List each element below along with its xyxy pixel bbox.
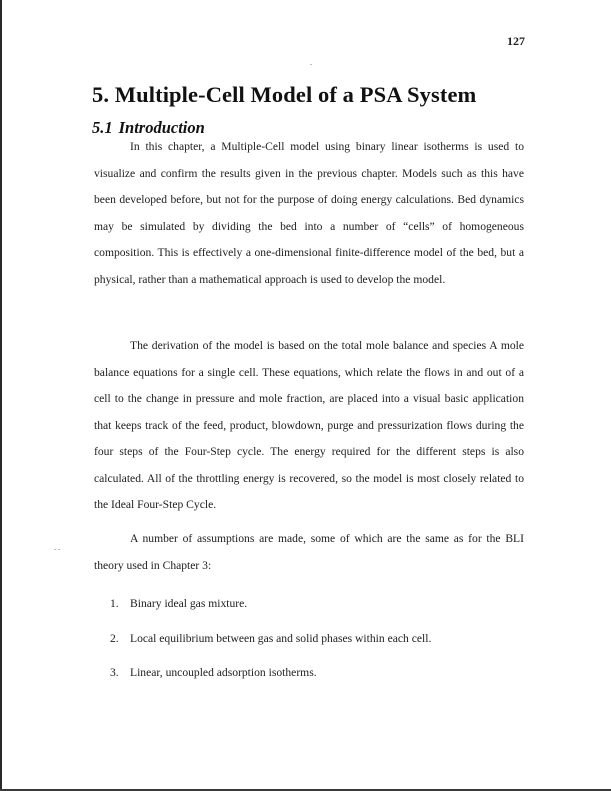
paragraph-assumptions-intro: A number of assumptions are made, some of which are the same as for the BLI theory used in Chapter 3:	[94, 532, 524, 572]
list-item-text: Local equilibrium between gas and solid phases within each cell.	[130, 631, 432, 645]
paragraph-derivation: The derivation of the model is based on the total mole balance and species A mole balance equations for a single cell. These equations, which relate the flows in and out of a cell to the change in pressure and mole fraction, are placed into a visual basic application that keeps track of the feed, product, blowdown, purge and pressurization flows during the four steps of the Four-Step cycle. The energy required for the different steps is also calculated. All of the throttling energy is recovered, so the model is most closely related to the Ideal Four-Step Cycle.	[94, 339, 524, 511]
assumptions-list	[94, 591, 524, 695]
list-item	[94, 626, 524, 661]
chapter-title: 5. Multiple-Cell Model of a PSA System	[92, 82, 477, 107]
paragraph-introduction: In this chapter, a Multiple-Cell model using binary linear isotherms is used to visualize and confirm the results given in the previous chapter. Models such as this have been developed before, but not for the purpose of doing energy calculations. Bed dynamics may be simulated by dividing the bed into a number of “cells” of homogeneous composition. This is effectively a one-dimensional finite-difference model of the bed, but a physical, rather than a mathematical approach is used to develop the model.	[94, 140, 524, 286]
list-item-number: 1.	[110, 597, 119, 610]
list-item-text: Binary ideal gas mixture.	[130, 597, 248, 610]
scan-speck	[58, 549, 60, 550]
list-item-text: Linear, uncoupled adsorption isotherms.	[130, 666, 317, 679]
section-number: 5.1	[92, 118, 113, 137]
list-item	[94, 591, 524, 626]
list-item-number: 2.	[110, 631, 119, 645]
scan-speck	[310, 64, 312, 65]
page-number: 127	[507, 34, 525, 48]
section-title-text: Introduction	[118, 118, 205, 137]
scan-speck	[54, 549, 56, 550]
list-item	[94, 660, 524, 695]
scan-border-left	[0, 0, 2, 791]
list-item-number: 3.	[110, 666, 119, 679]
